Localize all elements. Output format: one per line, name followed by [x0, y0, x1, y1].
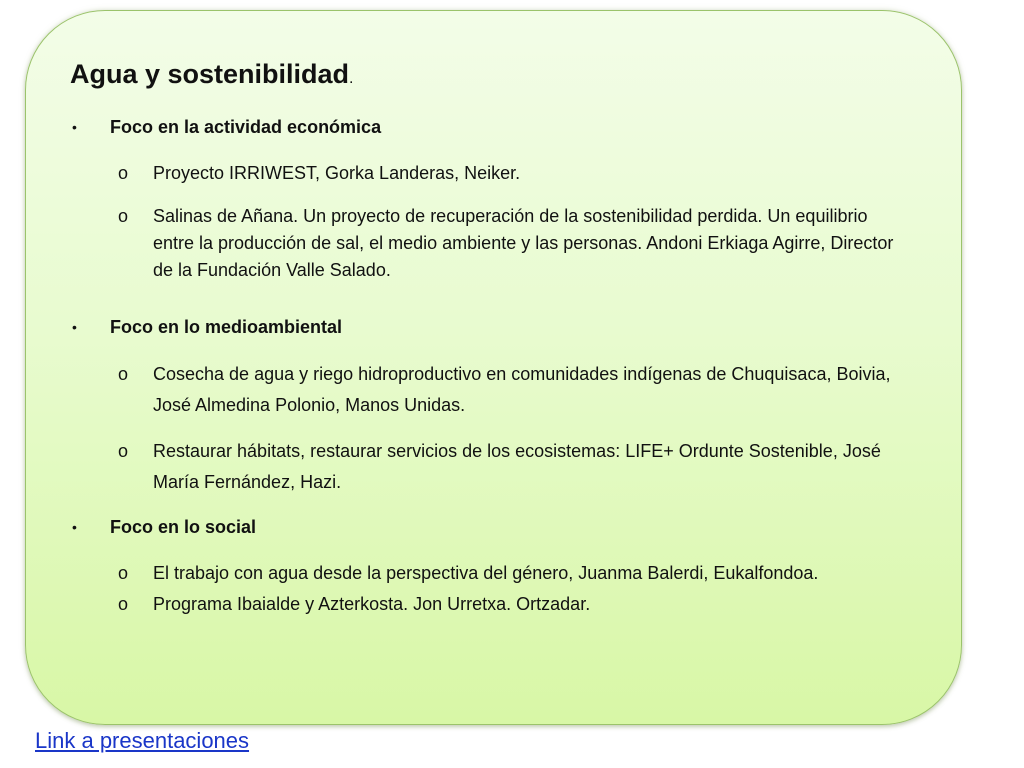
bullet-icon: • [72, 519, 77, 535]
list-item-text: Salinas de Añana. Un proyecto de recuperación de la sostenibilidad perdida. Un equilibrio entre la producción de sal, el medio ambiente y las personas. Andoni Erkiaga Agirre, Director de la Fundación Valle Salado. [153, 206, 894, 280]
circle-bullet-icon: o [118, 206, 129, 226]
presentations-link[interactable]: Link a presentaciones [35, 728, 250, 753]
list-item [118, 436, 898, 498]
section-heading-label: Foco en lo medioambiental [110, 317, 343, 337]
list-item-text: Cosecha de agua y riego hidroproductivo en comunidades indígenas de Chuquisaca, Boivia, José Almedina Polonio, Manos Unidas. [153, 364, 891, 415]
list-item-text: Proyecto IRRIWEST, Gorka Landeras, Neiker. [153, 163, 521, 183]
circle-bullet-icon: o [118, 563, 129, 583]
bullet-icon: • [72, 119, 77, 135]
circle-bullet-icon: o [118, 441, 129, 461]
circle-bullet-icon: o [118, 594, 129, 614]
list-item [118, 359, 898, 421]
title-text: Agua y sostenibilidad [70, 59, 350, 89]
circle-bullet-icon: o [118, 163, 129, 183]
section-heading-label: Foco en lo social [110, 517, 257, 537]
list-item [118, 591, 898, 618]
list-item-text: Restaurar hábitats, restaurar servicios de los ecosistemas: LIFE+ Ordunte Sostenible, José María Fernández, Hazi. [153, 441, 881, 492]
section-heading-social [70, 515, 256, 539]
page-title [70, 56, 354, 97]
list-item-text: El trabajo con agua desde la perspectiva del género, Juanma Balerdi, Eukalfondoa. [153, 563, 819, 583]
section-heading-economica [70, 115, 381, 139]
circle-bullet-icon: o [118, 364, 129, 384]
title-dot: . [349, 70, 354, 87]
bullet-icon: • [72, 319, 77, 335]
list-item [118, 203, 898, 284]
list-item-text: Programa Ibaialde y Azterkosta. Jon Urretxa. Ortzadar. [153, 594, 591, 614]
section-heading-medioambiental [70, 315, 342, 339]
list-item [118, 160, 898, 187]
section-heading-label: Foco en la actividad económica [110, 117, 382, 137]
list-item [118, 560, 898, 587]
